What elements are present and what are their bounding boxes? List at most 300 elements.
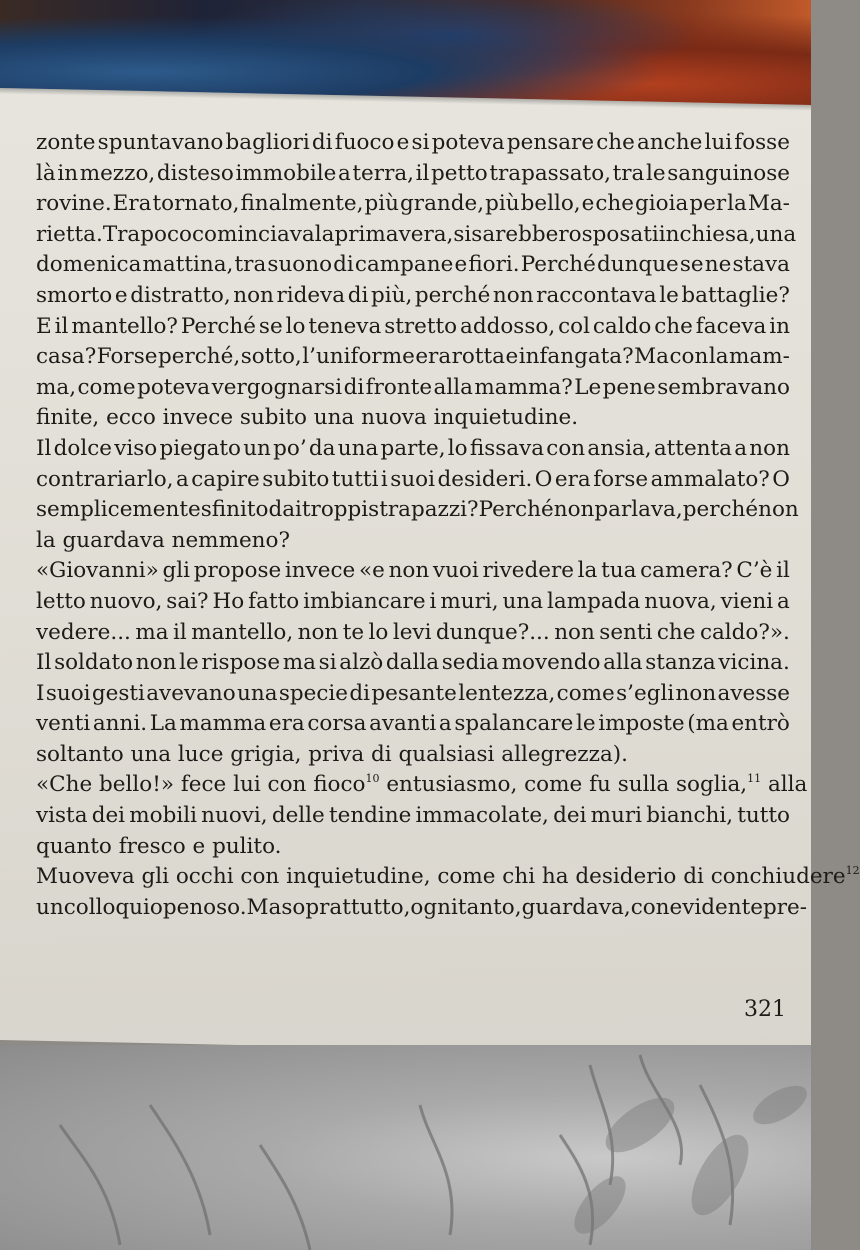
word: La [149,711,177,737]
text-line [36,495,799,526]
word: anche [637,130,703,155]
word: dunque [596,252,679,278]
word: i [429,588,437,614]
fabric-pattern [0,1045,811,1250]
word: rotta [451,344,505,370]
word: non [135,650,177,676]
word: stava [732,252,790,278]
word: Perché [520,252,596,278]
word: evidente [669,894,763,920]
word: soprattutto, [281,894,411,920]
word: le [645,160,666,186]
word: fatto [248,588,300,614]
word: s’egli [616,680,675,706]
word: sotto, [240,344,302,370]
word: letto [36,588,86,614]
word: di [343,374,365,400]
word: raccontava [536,282,657,308]
word: se [679,252,704,278]
word: dei [553,803,587,829]
text-segment: Muoveva gli occhi con inquietudine, come chi ha desiderio di conchiudere [36,864,846,890]
word: in [658,221,680,247]
word: la [314,221,335,247]
word: a [777,588,790,614]
word: alla [603,650,643,676]
word: rietta. [36,221,103,247]
word: che [654,313,693,339]
text-line [36,556,790,587]
word: di [347,282,369,308]
word: dei [91,803,126,829]
word: non [233,282,274,308]
word: non [675,680,717,706]
word: era [268,711,305,737]
word: e [505,344,519,370]
word: come [77,374,136,400]
word: una [237,680,278,706]
word: a [734,435,748,461]
word: il [173,619,187,645]
word: avevano [146,680,236,706]
text-line [36,312,790,343]
word: parte, [380,435,446,461]
word: vedere... [36,619,131,645]
word: movendo [501,650,601,676]
word: una [337,435,379,461]
word: petto [431,160,488,186]
word: ma [135,619,169,645]
word: perché [682,497,759,523]
word: era [415,344,452,370]
word: e [114,282,128,308]
word: che [656,619,696,645]
word: soldato [54,650,134,676]
word: a [438,711,452,737]
word: non [749,435,790,461]
word: lo [368,619,389,645]
footnote-marker: 11 [747,772,762,786]
word: penoso. [162,894,247,920]
text-line [36,281,790,312]
word: bello, [520,191,581,217]
word: il [415,160,430,186]
word: po’ [273,435,307,461]
word: vista [36,803,88,829]
word: con [630,894,670,920]
word: capire [191,466,260,492]
word: in [57,160,79,186]
word: ne [704,252,732,278]
word: O [772,466,790,492]
word: con [669,344,709,370]
word: disteso [156,160,234,186]
word: tanto, [457,894,522,920]
word: finalmente, [240,191,364,217]
word: entrò [731,711,790,737]
text-line [36,679,790,710]
word: gesti [91,680,145,706]
word: nuovo, [89,588,163,614]
word: rivedere [482,558,574,584]
word: imbiancare [303,588,426,614]
text-line [36,709,790,740]
word: battaglie? [681,282,790,308]
word: alzò [339,650,384,676]
word: subito [262,466,330,492]
word: corsa [307,711,367,737]
word: forse [593,466,649,492]
word: infangata? [518,344,634,370]
text-line [36,587,790,618]
word: tua [601,558,637,584]
word: l’uniforme [302,344,415,370]
word: chiesa, [679,221,756,247]
word: spalancare [454,711,574,737]
leaf-shape [565,1168,635,1242]
word: vuoi [432,558,479,584]
word: semplicemente [36,497,201,523]
word: una [755,221,797,247]
word: più [364,191,400,217]
word: bianchi, [646,803,734,829]
word: il [54,313,69,339]
word: alla [433,374,473,400]
word: viso [114,435,158,461]
word: ma [282,650,316,676]
word: come [556,680,615,706]
word: ogni [410,894,458,920]
word: muri [590,803,643,829]
leaf-shape [747,1078,813,1132]
word: I [36,680,45,706]
word: bagliori [225,130,310,155]
word: distratto, [130,282,231,308]
text-segment: entusiasmo, come fu sulla soglia, [379,772,748,798]
word: propose [193,558,282,584]
word: suono [267,252,333,278]
word: Ma [634,344,669,370]
word: contrariarlo, [36,466,174,492]
word: perché, [157,344,241,370]
word: gli [162,558,191,584]
word: O [534,466,553,492]
word: avesse [717,680,790,706]
text-line: la guardava nemmeno? [36,527,291,553]
leaf-stroke [60,1125,120,1245]
word: in [769,313,790,339]
word: Era [112,191,152,217]
word: mobili [129,803,197,829]
word: tutto [737,803,790,829]
word: «e [358,558,385,584]
word: muri, [440,588,499,614]
background-fabric-bottom [0,1045,811,1250]
text-line-footnoted [36,770,808,801]
word: tra [234,252,267,278]
word: camera? [640,558,733,584]
word: stanza [645,650,716,676]
word: vicina. [718,650,790,676]
text-line: finite, ecco invece subito una nuova inquietudine. [36,405,579,431]
text-line [36,189,790,220]
word: teneva [308,313,382,339]
word: sfinito [200,497,269,523]
word: col [558,313,590,339]
word: mamma [179,711,267,737]
text-line: quanto fresco e pulito. [36,833,282,859]
word: non [553,497,595,523]
word: di [349,680,370,706]
word: di [311,130,333,155]
leaf-stroke [420,1105,452,1235]
word: si [411,130,430,155]
word: tornato, [152,191,240,217]
word: suoi [45,680,91,706]
page-text [36,128,860,923]
word: dunque?... [435,619,550,645]
word: lampada [547,588,641,614]
word: Le [574,374,602,400]
word: dai [268,497,302,523]
word: piegato [159,435,241,461]
word: per [689,191,727,217]
word: che [596,130,635,155]
text-line-footnoted [36,862,860,893]
word: nuova, [644,588,717,614]
text-line [36,465,790,496]
word: E [36,313,52,339]
word: cominciava [191,221,315,247]
word: invece [284,558,356,584]
word: la [727,191,747,217]
word: non [758,497,799,523]
word: da [308,435,336,461]
word: sarebbero [471,221,582,247]
text-line [36,220,797,251]
word: colloquio [63,894,163,920]
word: e [581,191,595,217]
word: non [492,282,534,308]
word: a [175,466,189,492]
word: strapazzi? [368,497,479,523]
word: smorto [36,282,113,308]
word: tendine [328,803,412,829]
word: lui [704,130,733,155]
word: ammalato? [650,466,770,492]
word: faceva [695,313,767,339]
word: se [258,313,283,339]
page-number: 321 [744,997,786,1022]
word: sposati [581,221,659,247]
word: suoi [390,466,435,492]
word: fiori. [468,252,520,278]
text-line [36,648,790,679]
word: caldo?». [699,619,790,645]
word: Perché [478,497,554,523]
word: dalla [385,650,440,676]
word: non [297,619,339,645]
word: domenica [36,252,142,278]
word: sanguinose [667,160,790,186]
leaf-stroke [260,1145,310,1250]
word: la [577,558,598,584]
text-line [36,434,790,465]
word: mamma? [474,374,573,400]
word: Il [36,435,52,461]
word: non [388,558,430,584]
word: fosse [734,130,790,155]
word: desideri. [437,466,533,492]
text-line [36,801,790,832]
word: mam- [729,344,790,370]
word: Ma- [747,191,790,217]
word: poteva [431,130,505,155]
text-line [36,618,790,649]
word: che [595,191,635,217]
word: con [546,435,586,461]
word: nuovi, [201,803,268,829]
word: e [396,130,410,155]
text-line: soltanto una luce grigia, priva di qualsiasi allegrezza). [36,741,629,767]
word: là [36,160,56,186]
word: le [575,711,596,737]
word: fronte [365,374,433,400]
word: te [342,619,365,645]
word: casa? [36,344,97,370]
word: più [485,191,520,217]
word: attenta [653,435,732,461]
word: non [554,619,595,645]
word: ansia, [587,435,652,461]
word: rovine. [36,191,112,217]
leaf-stroke [150,1105,210,1235]
word: mantello, [191,619,294,645]
word: lo [447,435,468,461]
word: immacolate, [415,803,549,829]
text-line [36,250,790,281]
word: più, [370,282,413,308]
word: fuoco [334,130,395,155]
word: sembravano [657,374,790,400]
footnote-marker: 10 [365,772,380,786]
text-line [36,159,790,190]
text-line [36,342,790,373]
word: anni. [92,711,148,737]
word: Tra [102,221,141,247]
word: tra [612,160,645,186]
word: spuntavano [97,130,224,155]
word: una [502,588,544,614]
word: stretto [384,313,458,339]
text-line [36,893,808,924]
word: venti [36,711,91,737]
word: addosso, [460,313,556,339]
word: zonte [36,130,96,155]
word: mattina, [142,252,234,278]
word: rideva [276,282,346,308]
word: trapassato, [489,160,611,186]
word: e [454,252,468,278]
word: di [333,252,354,278]
word: pesante [371,680,457,706]
word: Forse [96,344,158,370]
word: troppi [301,497,369,523]
word: si [453,221,472,247]
word: a [337,160,351,186]
word: un [36,894,64,920]
footnote-marker: 12 [845,864,860,878]
word: le [659,282,679,308]
word: perché [414,282,491,308]
word: imposte [598,711,685,737]
word: fissava [469,435,545,461]
word: pensare [506,130,595,155]
word: avanti [369,711,437,737]
word: gioia [635,191,689,217]
word: poteva [137,374,211,400]
text-segment: «Che bello!» fece lui con fioco [36,772,366,798]
word: sedia [441,650,499,676]
word: Perché [180,313,256,339]
word: pre- [762,894,808,920]
word: il [776,558,790,584]
word: Il [36,650,52,676]
word: levi [392,619,432,645]
word: si [318,650,337,676]
word: guardava, [521,894,631,920]
word: immobile [235,160,337,186]
word: la [708,344,729,370]
word: rispose [201,650,281,676]
word: le [179,650,199,676]
word: (ma [687,711,729,737]
leaf-shape [680,1126,760,1224]
word: vieni [720,588,774,614]
word: lo [285,313,306,339]
word: parlava, [594,497,683,523]
word: un [243,435,271,461]
word: mezzo, [79,160,156,186]
word: poco [140,221,192,247]
word: era [554,466,591,492]
word: terra, [352,160,414,186]
word: Ho [212,588,245,614]
word: senti [599,619,653,645]
text-segment: alla [761,772,808,798]
word: grande, [400,191,485,217]
word: caldo [592,313,652,339]
word: tutti [331,466,379,492]
word: dolce [53,435,112,461]
word: «Giovanni» [36,558,159,584]
word: delle [271,803,325,829]
leaf-stroke [590,1065,613,1185]
word: i [380,466,388,492]
text-line [36,373,790,404]
word: pene [602,374,656,400]
word: specie [278,680,349,706]
word: ma, [36,374,77,400]
word: primavera, [334,221,454,247]
word: Ma [246,894,282,920]
word: mantello? [71,313,178,339]
word: campane [354,252,454,278]
text-line [36,128,790,159]
word: lentezza, [458,680,556,706]
word: vergognarsi [211,374,343,400]
word: sai? [166,588,209,614]
word: C’è [736,558,773,584]
